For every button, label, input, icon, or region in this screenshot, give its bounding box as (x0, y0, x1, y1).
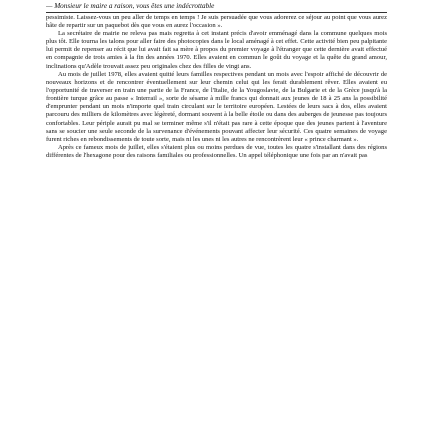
paragraph-1: pessimiste. Laissez-vous un peu aller de temps en temps ! Je suis persuadée que vous adorerez ce séjour au point que vous aurez hâte de repartir sur un paquebot dès que vous en aurez l'occasion ». (46, 13, 387, 29)
top-partial-line: — Monsieur le maire a raison, vous êtes une indécrottable (46, 2, 387, 13)
paragraph-4: Après ce fameux mois de juillet, elles s'étaient plus ou moins perdues de vue, toutes les quatre s'installant dans des régions différentes de l'hexagone pour des raisons familiales ou professionnelles. Un appel téléphonique une fois par an n'avait pas (46, 144, 387, 160)
paragraph-3: Au mois de juillet 1978, elles avaient quitté leurs familles respectives pendant un mois avec l'espoir affiché de découvrir de nouveaux horizons et de rencontrer éventuellement sur leur chemin celui qui les ferait durablement rêver. Elles avaient eu l'opportunité de traverser en train une partie de la France, de l'Italie, de la Yougoslavie, de la Bulgarie et de la Grèce jusqu'à la frontière turque grâce au passe « Interrail », sorte de sésame à mille francs qui donnait aux jeunes de 18 à 25 ans la possibilité d'emprunter pendant un mois n'importe quel train circulant sur le territoire européen. Lestées de leurs sacs à dos, elles avaient parcouru des milliers de kilomètres avec légèreté, dormant souvent à la belle étoile ou dans des auberges de jeunesse pas toujours confortables. Leur périple aurait pu mal se terminer même s'il n'était pas rare à cette époque que des jeunes partent à l'aventure sans se soucier une seule seconde de la survenance d'événements pouvant affecter leur sécurité. Ces quatre semaines de voyage furent riches en rebondissements de toute sorte, mais ni les unes ni les autres ne rencontrèrent leur « prince charmant ». (46, 70, 387, 143)
paragraph-2: La secrétaire de mairie ne releva pas mais regretta à cet instant précis d'avoir emménagé dans la commune quelques mois plus tôt. Elle tourna les talons pour aller faire des photocopies dans le local aménagé à cet effet. Cette activité bien peu palpitante lui permit de repenser au récit que lui avait fait sa mère à propos du premier voyage à l'étranger que cette dernière avait effectué en compagnie de trois amies à la fin des années 1970. Elles avaient en commun le goût du voyage et la quête du grand amour, inclinations qu'Adèle trouvait assez peu originales chez des filles de vingt ans. (46, 29, 387, 70)
body-text (46, 14, 387, 161)
